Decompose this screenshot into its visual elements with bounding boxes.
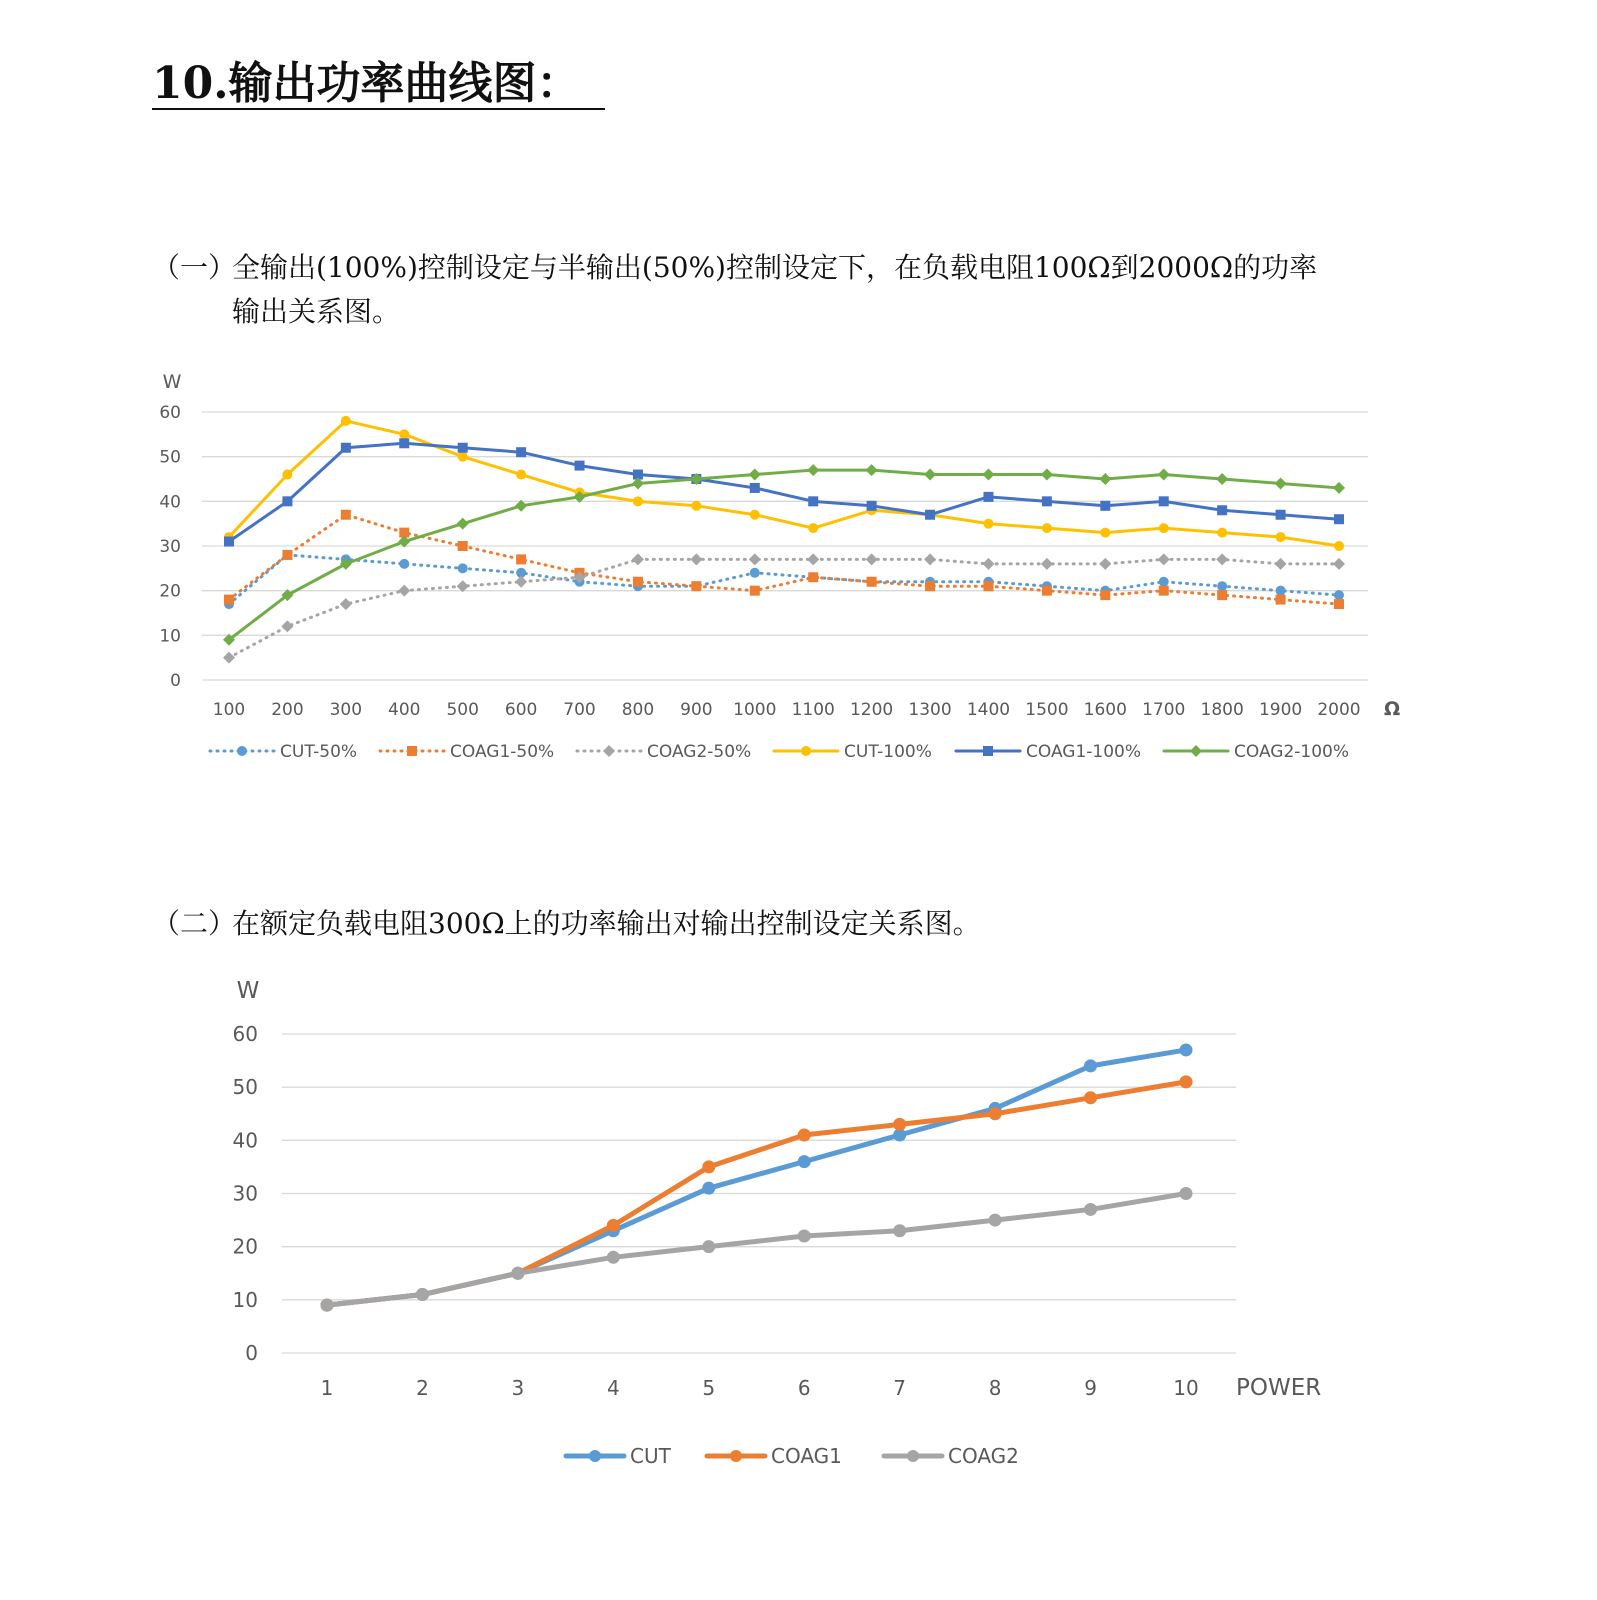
data-point-coag2-50% [1099,558,1111,570]
data-point-coag1-50% [282,550,292,560]
y-axis-label: W [236,980,260,1004]
x-tick-label: 4 [606,1376,620,1400]
legend-label: COAG2-50% [647,742,752,763]
section1-text-line2: 输出关系图。 [232,295,401,328]
data-point-coag1-50% [808,572,818,582]
data-point-coag1-50% [1042,586,1052,596]
x-tick-label: 100 [212,700,246,720]
data-point-coag2-100% [1041,469,1053,481]
data-point-coag1-100% [224,537,234,547]
y-tick-label: 20 [159,581,181,602]
data-point-coag1-50% [925,581,935,591]
data-point-coag1-100% [458,443,468,453]
x-tick-label: 1600 [1083,700,1127,720]
data-point-coag2-50% [1333,558,1345,570]
data-point-coag1 [893,1118,906,1131]
y-tick-label: 20 [232,1234,258,1259]
data-point-coag1-100% [1334,514,1344,524]
data-point-cut-100% [750,510,760,520]
x-tick-label: 1900 [1258,700,1303,720]
data-point-coag1-50% [1334,599,1344,609]
x-tick-label: 1700 [1142,700,1186,720]
data-point-coag1-100% [575,461,585,471]
data-point-cut-50% [1276,586,1286,596]
data-point-cut-50% [1159,577,1169,587]
legend-label: COAG2-100% [1234,742,1350,763]
x-tick-label: 600 [504,700,538,720]
legend-label: COAG1-100% [1026,742,1142,763]
y-tick-label: 30 [232,1181,258,1206]
data-point-coag2-50% [807,553,819,565]
legend-label: COAG1 [771,1444,842,1469]
data-point-cut-100% [1334,541,1344,551]
y-tick-label: 10 [159,626,181,647]
data-point-coag2-100% [457,518,469,530]
x-tick-label: 2 [416,1376,429,1400]
data-point-coag2-50% [281,620,293,632]
legend-marker [603,745,615,757]
x-tick-label: 800 [621,700,655,720]
data-point-coag1-100% [1159,496,1169,506]
section2-paragraph [152,902,981,946]
series-line-cut-100% [229,421,1339,546]
data-point-coag2-50% [1275,558,1287,570]
data-point-coag2 [702,1240,715,1253]
section2-number: （二） [152,907,237,940]
data-point-coag2-100% [807,464,819,476]
data-point-coag2-50% [223,652,235,664]
data-point-coag1-100% [750,483,760,493]
data-point-coag1 [1180,1075,1193,1088]
data-point-coag1-50% [1100,590,1110,600]
data-point-coag1-50% [1276,595,1286,605]
data-point-coag2-50% [1216,553,1228,565]
data-point-coag2-100% [1333,482,1345,494]
legend-label: CUT-50% [280,742,358,763]
y-tick-label: 10 [232,1287,258,1312]
series-line-coag1-100% [229,443,1339,541]
legend-label: CUT-100% [844,742,932,763]
data-point-coag2-100% [749,469,761,481]
data-point-coag1-50% [1217,590,1227,600]
y-tick-label: 50 [232,1075,258,1100]
data-point-cut [1084,1059,1097,1072]
section2-text: 在额定负载电阻300Ω上的功率输出对输出控制设定关系图。 [232,907,981,940]
data-point-coag1-100% [983,492,993,502]
data-point-coag1-100% [867,501,877,511]
data-point-coag1 [702,1160,715,1173]
data-point-coag2-100% [924,469,936,481]
x-tick-label: 6 [797,1376,811,1400]
data-point-coag2 [989,1214,1002,1227]
y-tick-label: 50 [159,447,181,468]
resistance-power-chart [0,360,1597,790]
data-point-cut-100% [691,501,701,511]
data-point-cut-100% [1100,528,1110,538]
data-point-coag2 [416,1288,429,1301]
x-tick-label: 900 [680,700,713,720]
data-point-coag2-50% [749,553,761,565]
data-point-coag1-50% [458,541,468,551]
data-point-coag1-50% [516,554,526,564]
section-heading: 10.输出功率曲线图： [152,60,605,110]
x-tick-label: 7 [893,1376,907,1400]
data-point-coag2-50% [1158,553,1170,565]
legend-label: COAG1-50% [450,742,555,763]
data-point-coag1-100% [808,496,818,506]
legend-marker [407,746,417,756]
series-line-cut-50% [229,555,1339,604]
data-point-coag2-50% [924,553,936,565]
data-point-cut-100% [282,470,292,480]
data-point-coag2-50% [866,553,878,565]
data-point-cut-50% [1334,590,1344,600]
legend-marker [730,1450,742,1462]
data-point-coag1-50% [224,595,234,605]
x-tick-label: 8 [988,1376,1002,1400]
data-point-coag1-100% [341,443,351,453]
data-point-cut-100% [1042,523,1052,533]
data-point-coag1-50% [983,581,993,591]
data-point-cut-100% [1159,523,1169,533]
legend-label: COAG2 [948,1444,1019,1469]
data-point-coag2-50% [398,585,410,597]
data-point-coag1 [798,1129,811,1142]
data-point-coag1-50% [691,581,701,591]
legend-marker [983,746,993,756]
x-tick-label: 1300 [908,700,952,720]
x-tick-label: 1100 [791,700,835,720]
section1-paragraph [152,246,1452,334]
data-point-coag2-100% [1158,469,1170,481]
data-point-cut-50% [750,568,760,578]
data-point-coag2 [1084,1203,1097,1216]
legend-label: CUT [630,1444,671,1469]
data-point-coag1-100% [282,496,292,506]
data-point-coag2-100% [982,469,994,481]
series-line-cut [327,1050,1186,1305]
data-point-coag2 [511,1267,524,1280]
data-point-coag2 [321,1299,334,1312]
data-point-coag1-50% [1159,586,1169,596]
data-point-coag2-50% [515,576,527,588]
x-tick-label: 10 [1173,1376,1199,1400]
data-point-coag1-100% [1276,510,1286,520]
x-tick-label: 200 [271,700,304,720]
data-point-coag1 [989,1107,1002,1120]
x-tick-label: 400 [388,700,421,720]
x-tick-label: 700 [563,700,596,720]
legend-marker [801,746,811,756]
data-point-cut [798,1155,811,1168]
data-point-coag1-50% [750,586,760,596]
x-tick-label: 1000 [733,700,777,720]
legend-marker [907,1450,919,1462]
data-point-coag2-50% [982,558,994,570]
data-point-coag1-50% [867,577,877,587]
x-tick-label: 500 [446,700,479,720]
x-axis-label: POWER [1236,1375,1322,1401]
x-tick-label: 3 [511,1376,525,1400]
x-tick-label: 1500 [1025,700,1069,720]
data-point-cut [702,1182,715,1195]
data-point-coag1-100% [516,447,526,457]
data-point-cut-100% [1217,528,1227,538]
data-point-coag1-100% [1217,505,1227,515]
y-tick-label: 0 [245,1341,258,1365]
section1-text-line1: 全输出(100%)控制设定与半输出(50%)控制设定下，在负载电阻100Ω到2000Ω的功率 [232,251,1318,284]
y-tick-label: 0 [170,670,181,691]
data-point-coag2-50% [632,553,644,565]
y-tick-label: 60 [232,1022,258,1046]
legend-marker [237,746,247,756]
y-tick-label: 40 [232,1128,258,1153]
x-tick-label: 1400 [966,700,1011,720]
data-point-coag1-100% [1100,501,1110,511]
data-point-coag1-100% [399,438,409,448]
x-tick-label: 9 [1084,1376,1097,1400]
x-tick-label: 5 [702,1376,716,1400]
data-point-coag2-100% [866,464,878,476]
data-point-coag2-50% [340,598,352,610]
data-point-coag2-100% [1099,473,1111,485]
y-tick-label: 60 [159,402,181,423]
data-point-cut-50% [458,563,468,573]
data-point-cut-100% [983,519,993,529]
x-axis-label: Ω [1384,698,1401,720]
y-tick-label: 30 [159,536,181,557]
data-point-cut-100% [341,416,351,426]
data-point-cut [1180,1043,1193,1056]
y-tick-label: 40 [159,492,181,513]
data-point-cut-50% [399,559,409,569]
series-line-coag2 [327,1194,1186,1306]
data-point-coag1-100% [1042,496,1052,506]
x-tick-label: 2000 [1317,700,1361,720]
data-point-cut-100% [399,429,409,439]
power-setting-chart [0,980,1597,1520]
data-point-coag2-100% [1216,473,1228,485]
data-point-coag1 [1084,1091,1097,1104]
data-point-coag2-50% [690,553,702,565]
data-point-coag1-50% [341,510,351,520]
legend-marker [589,1450,601,1462]
x-tick-label: 300 [329,700,363,720]
data-point-cut-100% [633,496,643,506]
section1-number: （一） [152,251,237,284]
data-point-coag2 [1180,1187,1193,1200]
data-point-coag1-50% [633,577,643,587]
data-point-coag2 [798,1230,811,1243]
data-point-coag1-100% [925,510,935,520]
x-tick-label: 1800 [1200,700,1244,720]
y-axis-label: W [162,371,182,393]
data-point-cut-100% [516,470,526,480]
data-point-cut-100% [808,523,818,533]
data-point-cut-50% [1217,581,1227,591]
data-point-coag1 [607,1219,620,1232]
data-point-coag2 [607,1251,620,1264]
legend-marker [1190,745,1202,757]
x-tick-label: 1200 [849,700,894,720]
data-point-coag2-100% [1275,477,1287,489]
x-tick-label: 1 [320,1376,334,1400]
data-point-coag2 [893,1224,906,1237]
data-point-cut-100% [1276,532,1286,542]
data-point-coag2-50% [1041,558,1053,570]
data-point-cut-100% [458,452,468,462]
